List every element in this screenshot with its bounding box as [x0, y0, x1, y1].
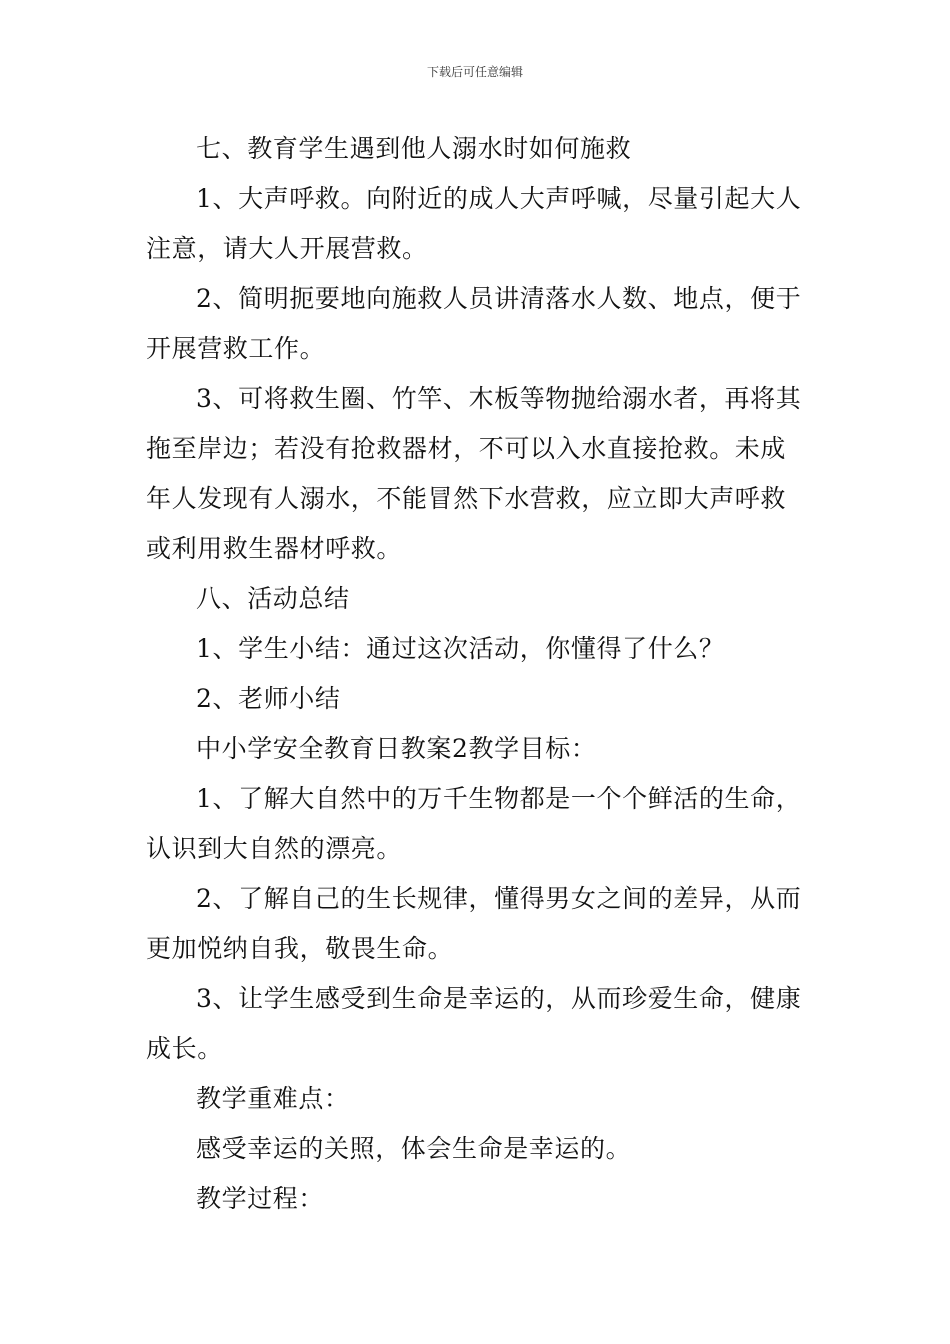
section-heading-8: 八、活动总结: [196, 584, 350, 613]
paragraph-student-summary: 1、学生小结：通过这次活动，你懂得了什么？: [196, 634, 725, 663]
paragraph-call-for-help: 1、大声呼救。向附近的成人大声呼喊，尽量引起大人注意，请大人开展营救。: [146, 184, 802, 263]
page-header: 下载后可任意编辑: [426, 65, 523, 79]
paragraph-report-details: 2、简明扼要地向施救人员讲清落水人数、地点，便于开展营救工作。: [146, 284, 802, 363]
paragraph-teacher-summary: 2、老师小结: [196, 684, 341, 713]
teaching-process-heading: 教学过程：: [196, 1184, 325, 1213]
objective-3: 3、让学生感受到生命是幸运的，从而珍爱生命，健康成长。: [146, 984, 802, 1063]
document-body: [146, 124, 806, 1224]
objective-2: 2、了解自己的生长规律，懂得男女之间的差异，从而更加悦纳自我，敬畏生命。: [146, 884, 802, 963]
key-difficulties-heading: 教学重难点：: [196, 1084, 350, 1113]
key-difficulties-text: 感受幸运的关照，体会生命是幸运的。: [196, 1134, 632, 1163]
section-heading-7: 七、教育学生遇到他人溺水时如何施救: [196, 134, 632, 163]
lesson-plan-2-objectives-heading: 中小学安全教育日教案2教学目标：: [196, 734, 597, 763]
paragraph-rescue-equipment: 3、可将救生圈、竹竿、木板等物抛给溺水者，再将其拖至岸边；若没有抢救器材，不可以入水直接抢救。未成年人发现有人溺水，不能冒然下水营救，应立即大声呼救或利用救生器材呼救。: [146, 384, 802, 563]
objective-1: 1、了解大自然中的万千生物都是一个个鲜活的生命，认识到大自然的漂亮。: [146, 784, 802, 863]
